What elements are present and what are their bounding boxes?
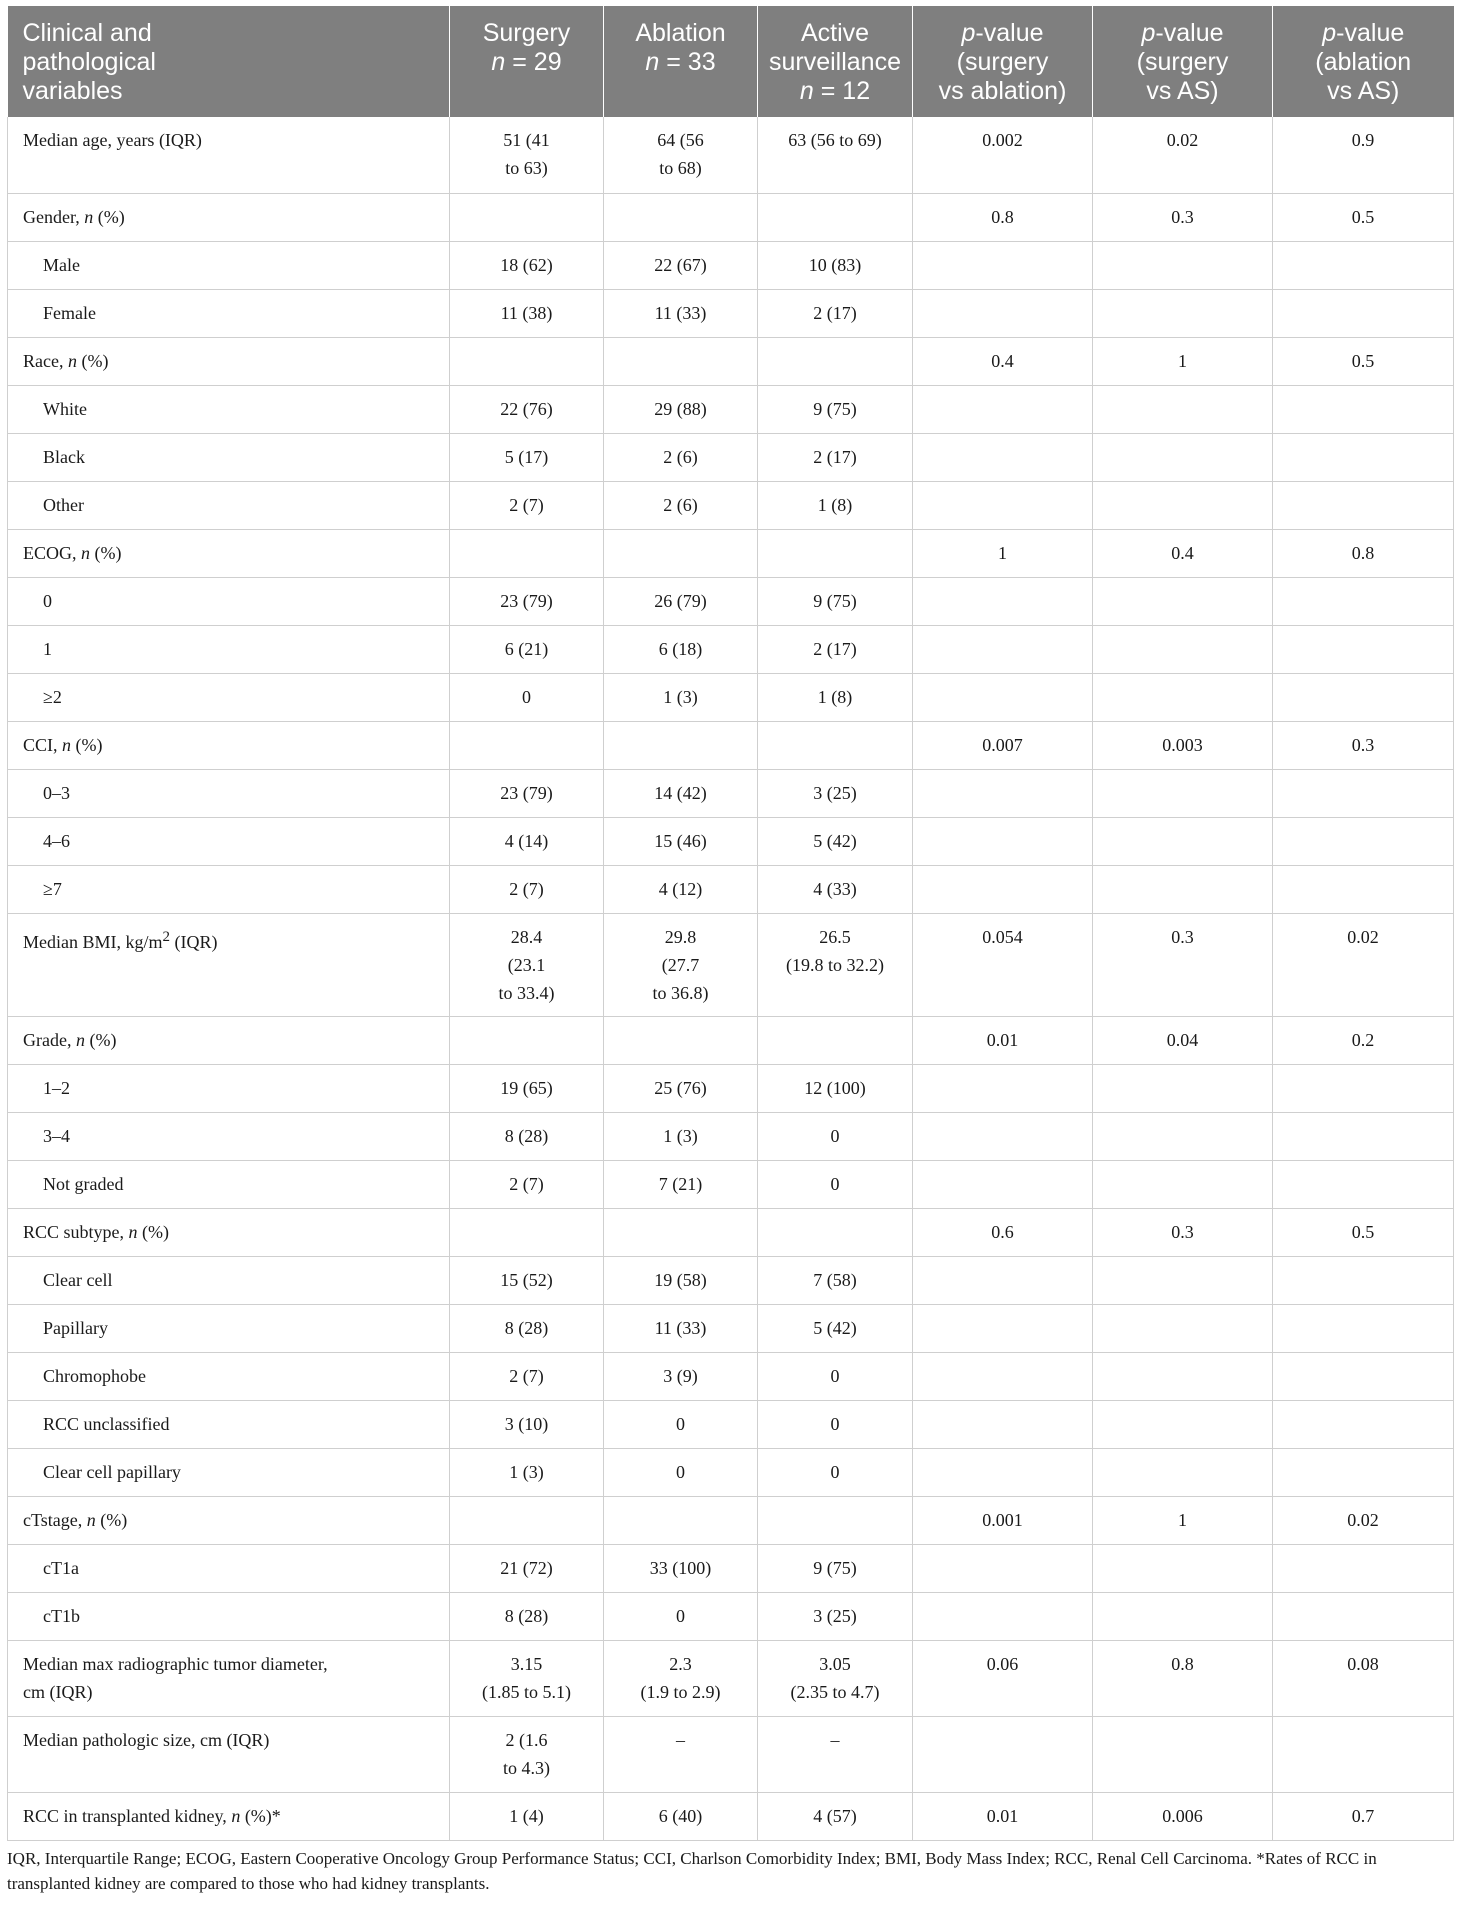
cell-p2 [1093, 1352, 1273, 1400]
row-label: Other [8, 481, 450, 529]
cell-p1 [913, 577, 1093, 625]
cell-p2 [1093, 1448, 1273, 1496]
cell-p3: 0.08 [1273, 1640, 1454, 1716]
header-as-n: n = 12 [799, 77, 871, 105]
cell-p1 [913, 1064, 1093, 1112]
cell-p3: 0.7 [1273, 1792, 1454, 1840]
header-active-surveillance [758, 6, 913, 117]
table-row [8, 817, 1454, 865]
cell-p2: 1 [1093, 1496, 1273, 1544]
cell-p3 [1273, 289, 1454, 337]
table-row [8, 241, 1454, 289]
cell-p2 [1093, 1112, 1273, 1160]
header-variables [8, 6, 450, 117]
cell-as: 10 (83) [758, 241, 913, 289]
cell-ablation: 0 [604, 1448, 758, 1496]
cell-as: 3 (25) [758, 769, 913, 817]
cell-p1 [913, 625, 1093, 673]
header-p-surgery-vs-as: p-value (surgery vs AS) [1093, 6, 1273, 117]
cell-p2 [1093, 577, 1273, 625]
cell-p3: 0.5 [1273, 1208, 1454, 1256]
row-label: Clear cell [8, 1256, 450, 1304]
cell-ablation: 2 (6) [604, 433, 758, 481]
cell-p3 [1273, 1064, 1454, 1112]
cell-surgery: 21 (72) [450, 1544, 604, 1592]
cell-ablation [604, 721, 758, 769]
table-row [8, 1064, 1454, 1112]
cell-as [758, 1496, 913, 1544]
cell-ablation: 14 (42) [604, 769, 758, 817]
table-row [8, 1544, 1454, 1592]
cell-p2 [1093, 1160, 1273, 1208]
row-label: RCC in transplanted kidney, n (%)* [8, 1792, 450, 1840]
cell-ablation [604, 1208, 758, 1256]
cell-p1: 0.054 [913, 913, 1093, 1016]
row-label: Not graded [8, 1160, 450, 1208]
row-label: CCI, n (%) [8, 721, 450, 769]
cell-p3 [1273, 1352, 1454, 1400]
table-row [8, 1208, 1454, 1256]
cell-ablation [604, 1496, 758, 1544]
header-ablation [604, 6, 758, 117]
cell-p2 [1093, 241, 1273, 289]
header-variables-line: pathological [22, 48, 156, 76]
row-label: Median max radiographic tumor diameter, cm (IQR) [8, 1640, 450, 1716]
cell-surgery: 5 (17) [450, 433, 604, 481]
cell-as [758, 337, 913, 385]
cell-surgery: 3.15 (1.85 to 5.1) [450, 1640, 604, 1716]
table-row [8, 433, 1454, 481]
table-row [8, 1304, 1454, 1352]
cell-p1 [913, 1352, 1093, 1400]
header-surgery [450, 6, 604, 117]
cell-p3: 0.3 [1273, 721, 1454, 769]
cell-p1: 0.8 [913, 193, 1093, 241]
cell-p3 [1273, 865, 1454, 913]
cell-as: 2 (17) [758, 625, 913, 673]
table-container [7, 6, 1453, 1841]
cell-p2: 0.04 [1093, 1016, 1273, 1064]
header-p-label: p-value [961, 19, 1044, 47]
cell-as: 1 (8) [758, 481, 913, 529]
cell-as [758, 193, 913, 241]
cell-p1 [913, 865, 1093, 913]
cell-surgery: 4 (14) [450, 817, 604, 865]
cell-p1 [913, 769, 1093, 817]
table-row [8, 625, 1454, 673]
cell-p2 [1093, 433, 1273, 481]
row-label: ECOG, n (%) [8, 529, 450, 577]
cell-p1 [913, 1592, 1093, 1640]
cell-as: 9 (75) [758, 577, 913, 625]
cell-p1 [913, 673, 1093, 721]
cell-surgery [450, 1016, 604, 1064]
cell-p3 [1273, 481, 1454, 529]
cell-p1 [913, 1112, 1093, 1160]
cell-p3: 0.9 [1273, 117, 1454, 193]
cell-surgery: 22 (76) [450, 385, 604, 433]
header-p-ablation-vs-as: p-value (ablation vs AS) [1273, 6, 1454, 117]
cell-p2 [1093, 481, 1273, 529]
cell-p1 [913, 481, 1093, 529]
cell-p3 [1273, 1716, 1454, 1792]
row-label: Median BMI, $kg/m^2$ (IQR) [8, 913, 450, 1016]
cell-p1: 0.6 [913, 1208, 1093, 1256]
header-surgery-n: n = 29 [491, 48, 562, 76]
cell-p2 [1093, 817, 1273, 865]
cell-surgery: 23 (79) [450, 577, 604, 625]
row-label: cT1a [8, 1544, 450, 1592]
cell-p2 [1093, 1256, 1273, 1304]
cell-p2: 1 [1093, 337, 1273, 385]
row-label: Clear cell papillary [8, 1448, 450, 1496]
cell-p1 [913, 433, 1093, 481]
table-header [8, 6, 1454, 117]
cell-p2: 0.02 [1093, 117, 1273, 193]
row-label: RCC subtype, n (%) [8, 1208, 450, 1256]
cell-ablation: 3 (9) [604, 1352, 758, 1400]
cell-surgery [450, 529, 604, 577]
cell-p1 [913, 1304, 1093, 1352]
cell-p3 [1273, 577, 1454, 625]
cell-p3 [1273, 817, 1454, 865]
table-row [8, 865, 1454, 913]
cell-p1 [913, 289, 1093, 337]
cell-as [758, 529, 913, 577]
cell-surgery: 1 (3) [450, 1448, 604, 1496]
cell-p1 [913, 1256, 1093, 1304]
cell-p1: 0.007 [913, 721, 1093, 769]
cell-p1: 0.4 [913, 337, 1093, 385]
cell-as: 5 (42) [758, 817, 913, 865]
cell-surgery: 11 (38) [450, 289, 604, 337]
cell-ablation: 6 (18) [604, 625, 758, 673]
cell-as: 1 (8) [758, 673, 913, 721]
table-row [8, 1352, 1454, 1400]
table-row [8, 1592, 1454, 1640]
row-label: 1–2 [8, 1064, 450, 1112]
cell-as: 63 (56 to 69) [758, 117, 913, 193]
table-row [8, 1016, 1454, 1064]
cell-as: – [758, 1716, 913, 1792]
cell-p3 [1273, 1448, 1454, 1496]
cell-p1: 0.001 [913, 1496, 1093, 1544]
row-label: cT1b [8, 1592, 450, 1640]
cell-as: 5 (42) [758, 1304, 913, 1352]
cell-p3 [1273, 769, 1454, 817]
cell-ablation: 0 [604, 1592, 758, 1640]
cell-ablation: – [604, 1716, 758, 1792]
cell-as: 7 (58) [758, 1256, 913, 1304]
row-label: Race, n (%) [8, 337, 450, 385]
cell-ablation: 0 [604, 1400, 758, 1448]
cell-p3 [1273, 1160, 1454, 1208]
cell-ablation: 2 (6) [604, 481, 758, 529]
cell-p1 [913, 1716, 1093, 1792]
cell-as: 12 (100) [758, 1064, 913, 1112]
row-label: Median pathologic size, cm (IQR) [8, 1716, 450, 1792]
row-label: 0–3 [8, 769, 450, 817]
header-variables-line: Clinical and [22, 19, 152, 47]
cell-surgery: 6 (21) [450, 625, 604, 673]
cell-p3: 0.02 [1273, 913, 1454, 1016]
header-p-label: p-value [1141, 19, 1224, 47]
cell-p2 [1093, 673, 1273, 721]
cell-p2 [1093, 1544, 1273, 1592]
cell-as: 0 [758, 1160, 913, 1208]
table-row [8, 1640, 1454, 1716]
row-label: ≥7 [8, 865, 450, 913]
cell-p2 [1093, 385, 1273, 433]
cell-surgery: 51 (41 to 63) [450, 117, 604, 193]
row-label: 3–4 [8, 1112, 450, 1160]
cell-ablation: 33 (100) [604, 1544, 758, 1592]
table-row [8, 721, 1454, 769]
cell-ablation: 19 (58) [604, 1256, 758, 1304]
cell-as: 26.5 (19.8 to 32.2) [758, 913, 913, 1016]
header-p-surgery-vs-ablation: p-value (surgery vs ablation) [913, 6, 1093, 117]
cell-ablation: 29 (88) [604, 385, 758, 433]
table-row [8, 769, 1454, 817]
cell-p2 [1093, 289, 1273, 337]
cell-surgery: 2 (7) [450, 1160, 604, 1208]
table-row [8, 289, 1454, 337]
cell-p2: 0.8 [1093, 1640, 1273, 1716]
row-label: cTstage, n (%) [8, 1496, 450, 1544]
row-label: 4–6 [8, 817, 450, 865]
header-surgery-name: Surgery [482, 19, 571, 47]
cell-p3 [1273, 625, 1454, 673]
cell-ablation: 1 (3) [604, 673, 758, 721]
cell-surgery [450, 193, 604, 241]
cell-surgery: 1 (4) [450, 1792, 604, 1840]
row-label: ≥2 [8, 673, 450, 721]
cell-p2 [1093, 1400, 1273, 1448]
header-ablation-name: Ablation [635, 19, 726, 47]
cell-p2: 0.003 [1093, 721, 1273, 769]
table-body [8, 117, 1454, 1840]
cell-p1 [913, 817, 1093, 865]
cell-surgery: 18 (62) [450, 241, 604, 289]
cell-ablation: 7 (21) [604, 1160, 758, 1208]
cell-ablation [604, 529, 758, 577]
cell-as: 3.05 (2.35 to 4.7) [758, 1640, 913, 1716]
cell-ablation [604, 1016, 758, 1064]
cell-p2 [1093, 625, 1273, 673]
cell-surgery: 3 (10) [450, 1400, 604, 1448]
cell-surgery: 0 [450, 673, 604, 721]
cell-surgery: 8 (28) [450, 1304, 604, 1352]
cell-surgery: 19 (65) [450, 1064, 604, 1112]
table-row [8, 1160, 1454, 1208]
cell-p2: 0.3 [1093, 1208, 1273, 1256]
cell-ablation [604, 193, 758, 241]
table-footnote: IQR, Interquartile Range; ECOG, Eastern Cooperative Oncology Group Performance Status; CCI, Charlson Comorbidity Index; BMI, Body Mass Index; RCC, Renal Cell Carcinoma. *Rates of RCC in transplanted kidney are compared to those who had kidney transplants. [7, 1849, 1377, 1893]
header-variables-line: variables [22, 77, 123, 105]
cell-as [758, 721, 913, 769]
cell-surgery: 2 (7) [450, 1352, 604, 1400]
cell-p2 [1093, 1064, 1273, 1112]
cell-as [758, 1208, 913, 1256]
cell-surgery: 8 (28) [450, 1592, 604, 1640]
row-label: 1 [8, 625, 450, 673]
row-label: Male [8, 241, 450, 289]
table-row [8, 337, 1454, 385]
cell-p2 [1093, 1716, 1273, 1792]
cell-p1 [913, 241, 1093, 289]
cell-ablation: 64 (56 to 68) [604, 117, 758, 193]
cell-ablation: 25 (76) [604, 1064, 758, 1112]
cell-ablation: 6 (40) [604, 1792, 758, 1840]
cell-p3: 0.8 [1273, 529, 1454, 577]
cell-ablation: 15 (46) [604, 817, 758, 865]
cell-p2 [1093, 1592, 1273, 1640]
table-row [8, 673, 1454, 721]
cell-p2: 0.3 [1093, 913, 1273, 1016]
cell-p1: 0.002 [913, 117, 1093, 193]
cell-surgery: 8 (28) [450, 1112, 604, 1160]
cell-as: 0 [758, 1400, 913, 1448]
table-row [8, 529, 1454, 577]
table-row [8, 117, 1454, 193]
table-row [8, 1448, 1454, 1496]
table-row [8, 913, 1454, 1016]
table-row [8, 577, 1454, 625]
cell-ablation: 26 (79) [604, 577, 758, 625]
cell-p2 [1093, 865, 1273, 913]
table-row [8, 1256, 1454, 1304]
row-label: Female [8, 289, 450, 337]
cell-surgery: 2 (7) [450, 865, 604, 913]
cell-p2 [1093, 769, 1273, 817]
cell-as: 3 (25) [758, 1592, 913, 1640]
cell-p3 [1273, 1544, 1454, 1592]
cell-p1: 1 [913, 529, 1093, 577]
cell-surgery [450, 337, 604, 385]
row-label: Median age, years (IQR) [8, 117, 450, 193]
cell-p3: 0.5 [1273, 337, 1454, 385]
table-row [8, 385, 1454, 433]
cell-p2 [1093, 1304, 1273, 1352]
table-row [8, 1496, 1454, 1544]
cell-p3 [1273, 385, 1454, 433]
row-label: Papillary [8, 1304, 450, 1352]
row-label: Grade, n (%) [8, 1016, 450, 1064]
cell-surgery: 15 (52) [450, 1256, 604, 1304]
cell-as: 9 (75) [758, 1544, 913, 1592]
cell-ablation: 1 (3) [604, 1112, 758, 1160]
row-label: White [8, 385, 450, 433]
header-as-line: Active [800, 19, 870, 47]
table-row [8, 1400, 1454, 1448]
cell-as: 2 (17) [758, 289, 913, 337]
cell-p2: 0.3 [1093, 193, 1273, 241]
row-label: RCC unclassified [8, 1400, 450, 1448]
cell-ablation: 11 (33) [604, 289, 758, 337]
cell-p3: 0.2 [1273, 1016, 1454, 1064]
table-row [8, 481, 1454, 529]
cell-p3 [1273, 1400, 1454, 1448]
cell-p3 [1273, 673, 1454, 721]
cell-as: 4 (33) [758, 865, 913, 913]
cell-ablation: 22 (67) [604, 241, 758, 289]
cell-ablation: 11 (33) [604, 1304, 758, 1352]
cell-p1 [913, 1400, 1093, 1448]
cell-p3 [1273, 433, 1454, 481]
clinical-variables-table [7, 6, 1454, 1841]
cell-as [758, 1016, 913, 1064]
cell-p3 [1273, 1112, 1454, 1160]
cell-ablation: 2.3 (1.9 to 2.9) [604, 1640, 758, 1716]
cell-p3 [1273, 1256, 1454, 1304]
cell-as: 0 [758, 1112, 913, 1160]
cell-as: 9 (75) [758, 385, 913, 433]
row-label: Chromophobe [8, 1352, 450, 1400]
table-row [8, 1716, 1454, 1792]
cell-p1 [913, 385, 1093, 433]
cell-p1: 0.01 [913, 1016, 1093, 1064]
cell-p1: 0.01 [913, 1792, 1093, 1840]
cell-surgery [450, 1496, 604, 1544]
cell-as: 0 [758, 1448, 913, 1496]
cell-ablation: 29.8 (27.7 to 36.8) [604, 913, 758, 1016]
cell-p2: 0.4 [1093, 529, 1273, 577]
cell-surgery [450, 1208, 604, 1256]
cell-p3: 0.5 [1273, 193, 1454, 241]
row-label: 0 [8, 577, 450, 625]
row-label: Gender, n (%) [8, 193, 450, 241]
cell-p1 [913, 1544, 1093, 1592]
cell-ablation [604, 337, 758, 385]
table-row [8, 1792, 1454, 1840]
cell-p2: 0.006 [1093, 1792, 1273, 1840]
row-label: Black [8, 433, 450, 481]
header-p-label: p-value [1322, 19, 1405, 47]
cell-ablation: 4 (12) [604, 865, 758, 913]
cell-p1: 0.06 [913, 1640, 1093, 1716]
header-ablation-n: n = 33 [645, 48, 716, 76]
cell-p3 [1273, 1592, 1454, 1640]
table-row [8, 1112, 1454, 1160]
cell-as: 4 (57) [758, 1792, 913, 1840]
cell-as: 0 [758, 1352, 913, 1400]
cell-p1 [913, 1448, 1093, 1496]
header-as-line: surveillance [768, 48, 901, 76]
cell-surgery: 28.4 (23.1 to 33.4) [450, 913, 604, 1016]
cell-p1 [913, 1160, 1093, 1208]
cell-surgery: 2 (7) [450, 481, 604, 529]
cell-p3 [1273, 241, 1454, 289]
cell-surgery: 23 (79) [450, 769, 604, 817]
cell-p3: 0.02 [1273, 1496, 1454, 1544]
cell-p3 [1273, 1304, 1454, 1352]
cell-as: 2 (17) [758, 433, 913, 481]
cell-surgery: 2 (1.6 to 4.3) [450, 1716, 604, 1792]
table-row [8, 193, 1454, 241]
cell-surgery [450, 721, 604, 769]
